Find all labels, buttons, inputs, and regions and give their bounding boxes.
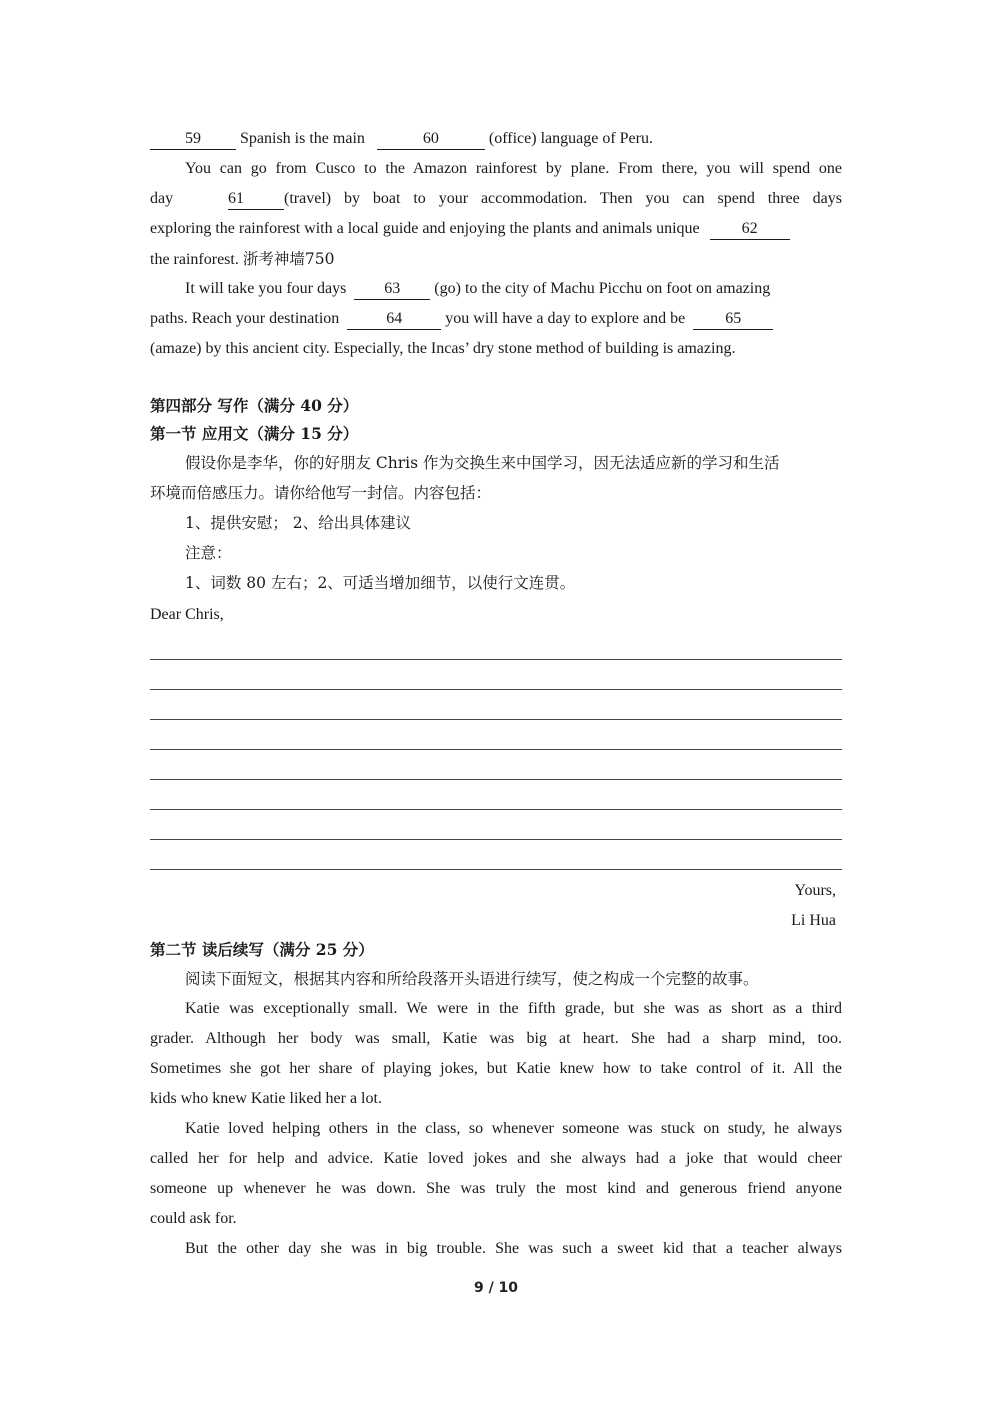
signature: Li Hua <box>791 912 836 929</box>
blank-61: 61 <box>228 189 284 210</box>
exam-page <box>150 124 842 1264</box>
cloze-line-5 <box>150 244 842 274</box>
passage-line: grader. Although her body was small, Katie was big at heart. She had a sharp mind, too. <box>150 1030 842 1047</box>
answer-line[interactable] <box>150 750 842 780</box>
part-four-title: 第四部分 写作（满分 40 分） <box>150 396 359 415</box>
blank-65: 65 <box>693 309 773 330</box>
answer-line[interactable] <box>150 810 842 840</box>
cloze-text: (travel) by boat to your accommodation. Then you can spend three days <box>284 190 842 207</box>
answer-line[interactable] <box>150 840 842 870</box>
answer-line[interactable] <box>150 720 842 750</box>
cloze-text: the rainforest. <box>150 251 239 268</box>
blank-60: 60 <box>377 129 485 150</box>
content-points: 1、提供安慰； 2、给出具体建议 <box>185 514 412 532</box>
passage-line: Sometimes she got her share of playing jokes, but Katie knew how to take control of it. All the <box>150 1060 842 1077</box>
cloze-line-3 <box>150 184 842 214</box>
salutation: Dear Chris, <box>150 606 224 623</box>
passage-line: Katie loved helping others in the class, so whenever someone was stuck on study, he always <box>185 1120 842 1137</box>
blank-62: 62 <box>710 219 790 240</box>
answer-lines[interactable] <box>150 630 842 870</box>
cloze-text: day <box>150 190 174 207</box>
blank-64: 64 <box>347 309 441 330</box>
cloze-line-7 <box>150 304 842 334</box>
cloze-line-2: You can go from Cusco to the Amazon rainforest by plane. From there, you will spend one <box>185 160 842 177</box>
passage-line: But the other day she was in big trouble. She was such a sweet kid that a teacher always <box>185 1240 842 1257</box>
closing: Yours, <box>794 882 836 899</box>
page-number: 9 / 10 <box>473 1280 519 1296</box>
section-one-title: 第一节 应用文（满分 15 分） <box>150 424 359 443</box>
passage-line: kids who knew Katie liked her a lot. <box>150 1090 382 1107</box>
passage-line: someone up whenever he was down. She was truly the most kind and generous friend anyone <box>150 1180 842 1197</box>
answer-line[interactable] <box>150 630 842 660</box>
blank-63: 63 <box>354 279 430 300</box>
answer-line[interactable] <box>150 660 842 690</box>
cloze-text: you will have a day to explore and be <box>445 310 686 327</box>
cloze-text: Spanish is the main <box>240 130 365 147</box>
answer-line[interactable] <box>150 690 842 720</box>
cloze-text: exploring the rainforest with a local guide and enjoying the plants and animals unique <box>150 220 700 237</box>
blank-59: 59 <box>150 129 236 150</box>
answer-line[interactable] <box>150 780 842 810</box>
prompt-line-2: 环境而倍感压力。请你给他写一封信。内容包括： <box>150 484 492 502</box>
passage-line: Katie was exceptionally small. We were in the fifth grade, but she was as short as a third <box>185 1000 842 1017</box>
cloze-line-8: (amaze) by this ancient city. Especially, the Incas’ dry stone method of building is amazing. <box>150 340 736 357</box>
prompt-line-1: 假设你是李华，你的好朋友 Chris 作为交换生来中国学习，因无法适应新的学习和生活 <box>185 454 780 472</box>
passage-line: called her for help and advice. Katie loved jokes and she always had a joke that would cheer <box>150 1150 842 1167</box>
cloze-text: (office) language of Peru. <box>488 130 653 147</box>
continuation-instruction: 阅读下面短文，根据其内容和所给段落开头语进行续写，使之构成一个完整的故事。 <box>185 970 759 988</box>
cloze-text: It will take you four days <box>185 280 347 297</box>
cloze-text: (go) to the city of Machu Picchu on foot on amazing <box>434 280 771 297</box>
note-label: 注意： <box>185 544 232 562</box>
cloze-line-6 <box>150 274 842 304</box>
passage-line: could ask for. <box>150 1210 237 1227</box>
note-text: 1、词数 80 左右；2、可适当增加细节，以使行文连贯。 <box>185 574 576 592</box>
cloze-text: paths. Reach your destination <box>150 310 340 327</box>
cloze-line-1 <box>150 124 842 154</box>
cloze-line-4 <box>150 214 842 244</box>
section-two-title: 第二节 读后续写（满分 25 分） <box>150 940 374 959</box>
watermark-text: 浙考神墙750 <box>242 250 335 268</box>
